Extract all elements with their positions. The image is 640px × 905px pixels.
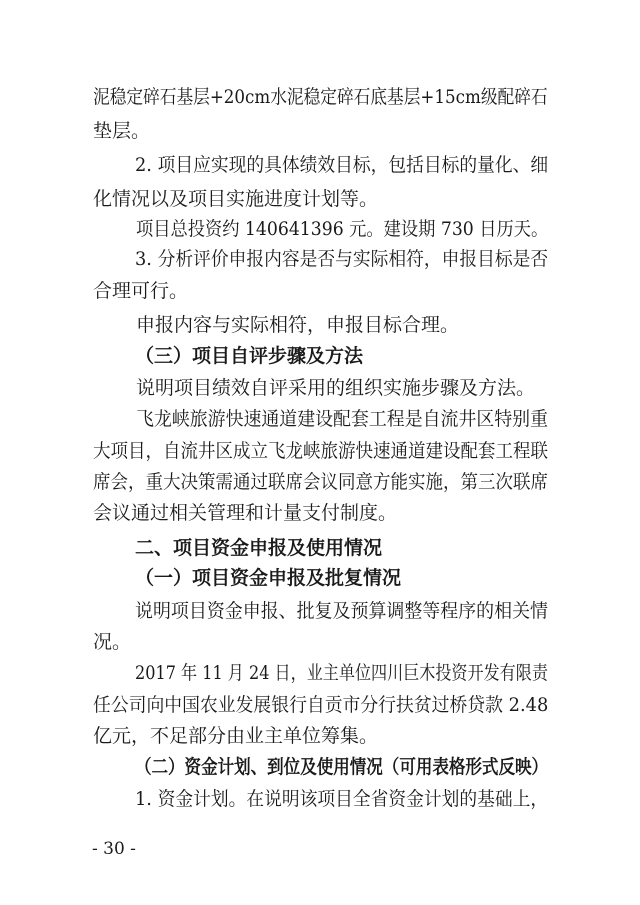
paragraph-line: 项目总投资约 140641396 元。建设期 730 日历天。 [136,218,549,240]
page-number: - 30 - [92,839,136,859]
chapter-heading: 二、项目资金申报及使用情况 [135,537,383,559]
paragraph-line: 化情况以及项目实施进度计划等。 [93,188,379,210]
paragraph-line: 任公司向中国农业发展银行自贡市分行扶贫过桥贷款 2.48 [93,694,549,716]
paragraph-line: 泥稳定碎石基层+20cm水泥稳定碎石底基层+15cm级配碎石 [93,86,548,108]
paragraph-line: 大项目，自流井区成立飞龙峡旅游快速通道建设配套工程联 [93,440,549,462]
paragraph-line: 3. 分析评价申报内容是否与实际相符，申报目标是否 [135,248,549,270]
paragraph-line: 申报内容与实际相符，申报目标合理。 [136,314,460,336]
paragraph-line: 说明项目绩效自评采用的组织实施步骤及方法。 [136,377,536,399]
paragraph-line: 1. 资金计划。在说明该项目全省资金计划的基础上， [135,788,549,810]
paragraph-line: 亿元，不足部分由业主单位筹集。 [93,725,379,747]
paragraph-line: 况。 [93,631,132,653]
paragraph-line: 合理可行。 [93,280,189,302]
paragraph-line: 垫层。 [93,120,151,142]
section-heading: （三）项目自评步骤及方法 [135,345,364,367]
paragraph-line: 席会，重大决策需通过联席会议同意方能实施，第三次联席 [93,471,549,493]
paragraph-line: 会议通过相关管理和计量支付制度。 [93,502,398,524]
paragraph-line: 2. 项目应实现的具体绩效目标，包括目标的量化、细 [135,154,549,176]
paragraph-line: 2017 年 11 月 24 日，业主单位四川巨木投资开发有限责 [135,662,548,684]
paragraph-line: 说明项目资金申报、批复及预算调整等程序的相关情 [135,600,549,622]
paragraph-line: 飞龙峡旅游快速通道建设配套工程是自流井区特别重 [136,408,549,430]
section-heading: （一）项目资金申报及批复情况 [135,567,402,589]
section-heading: （二）资金计划、到位及使用情况（可用表格形式反映） [135,756,549,778]
